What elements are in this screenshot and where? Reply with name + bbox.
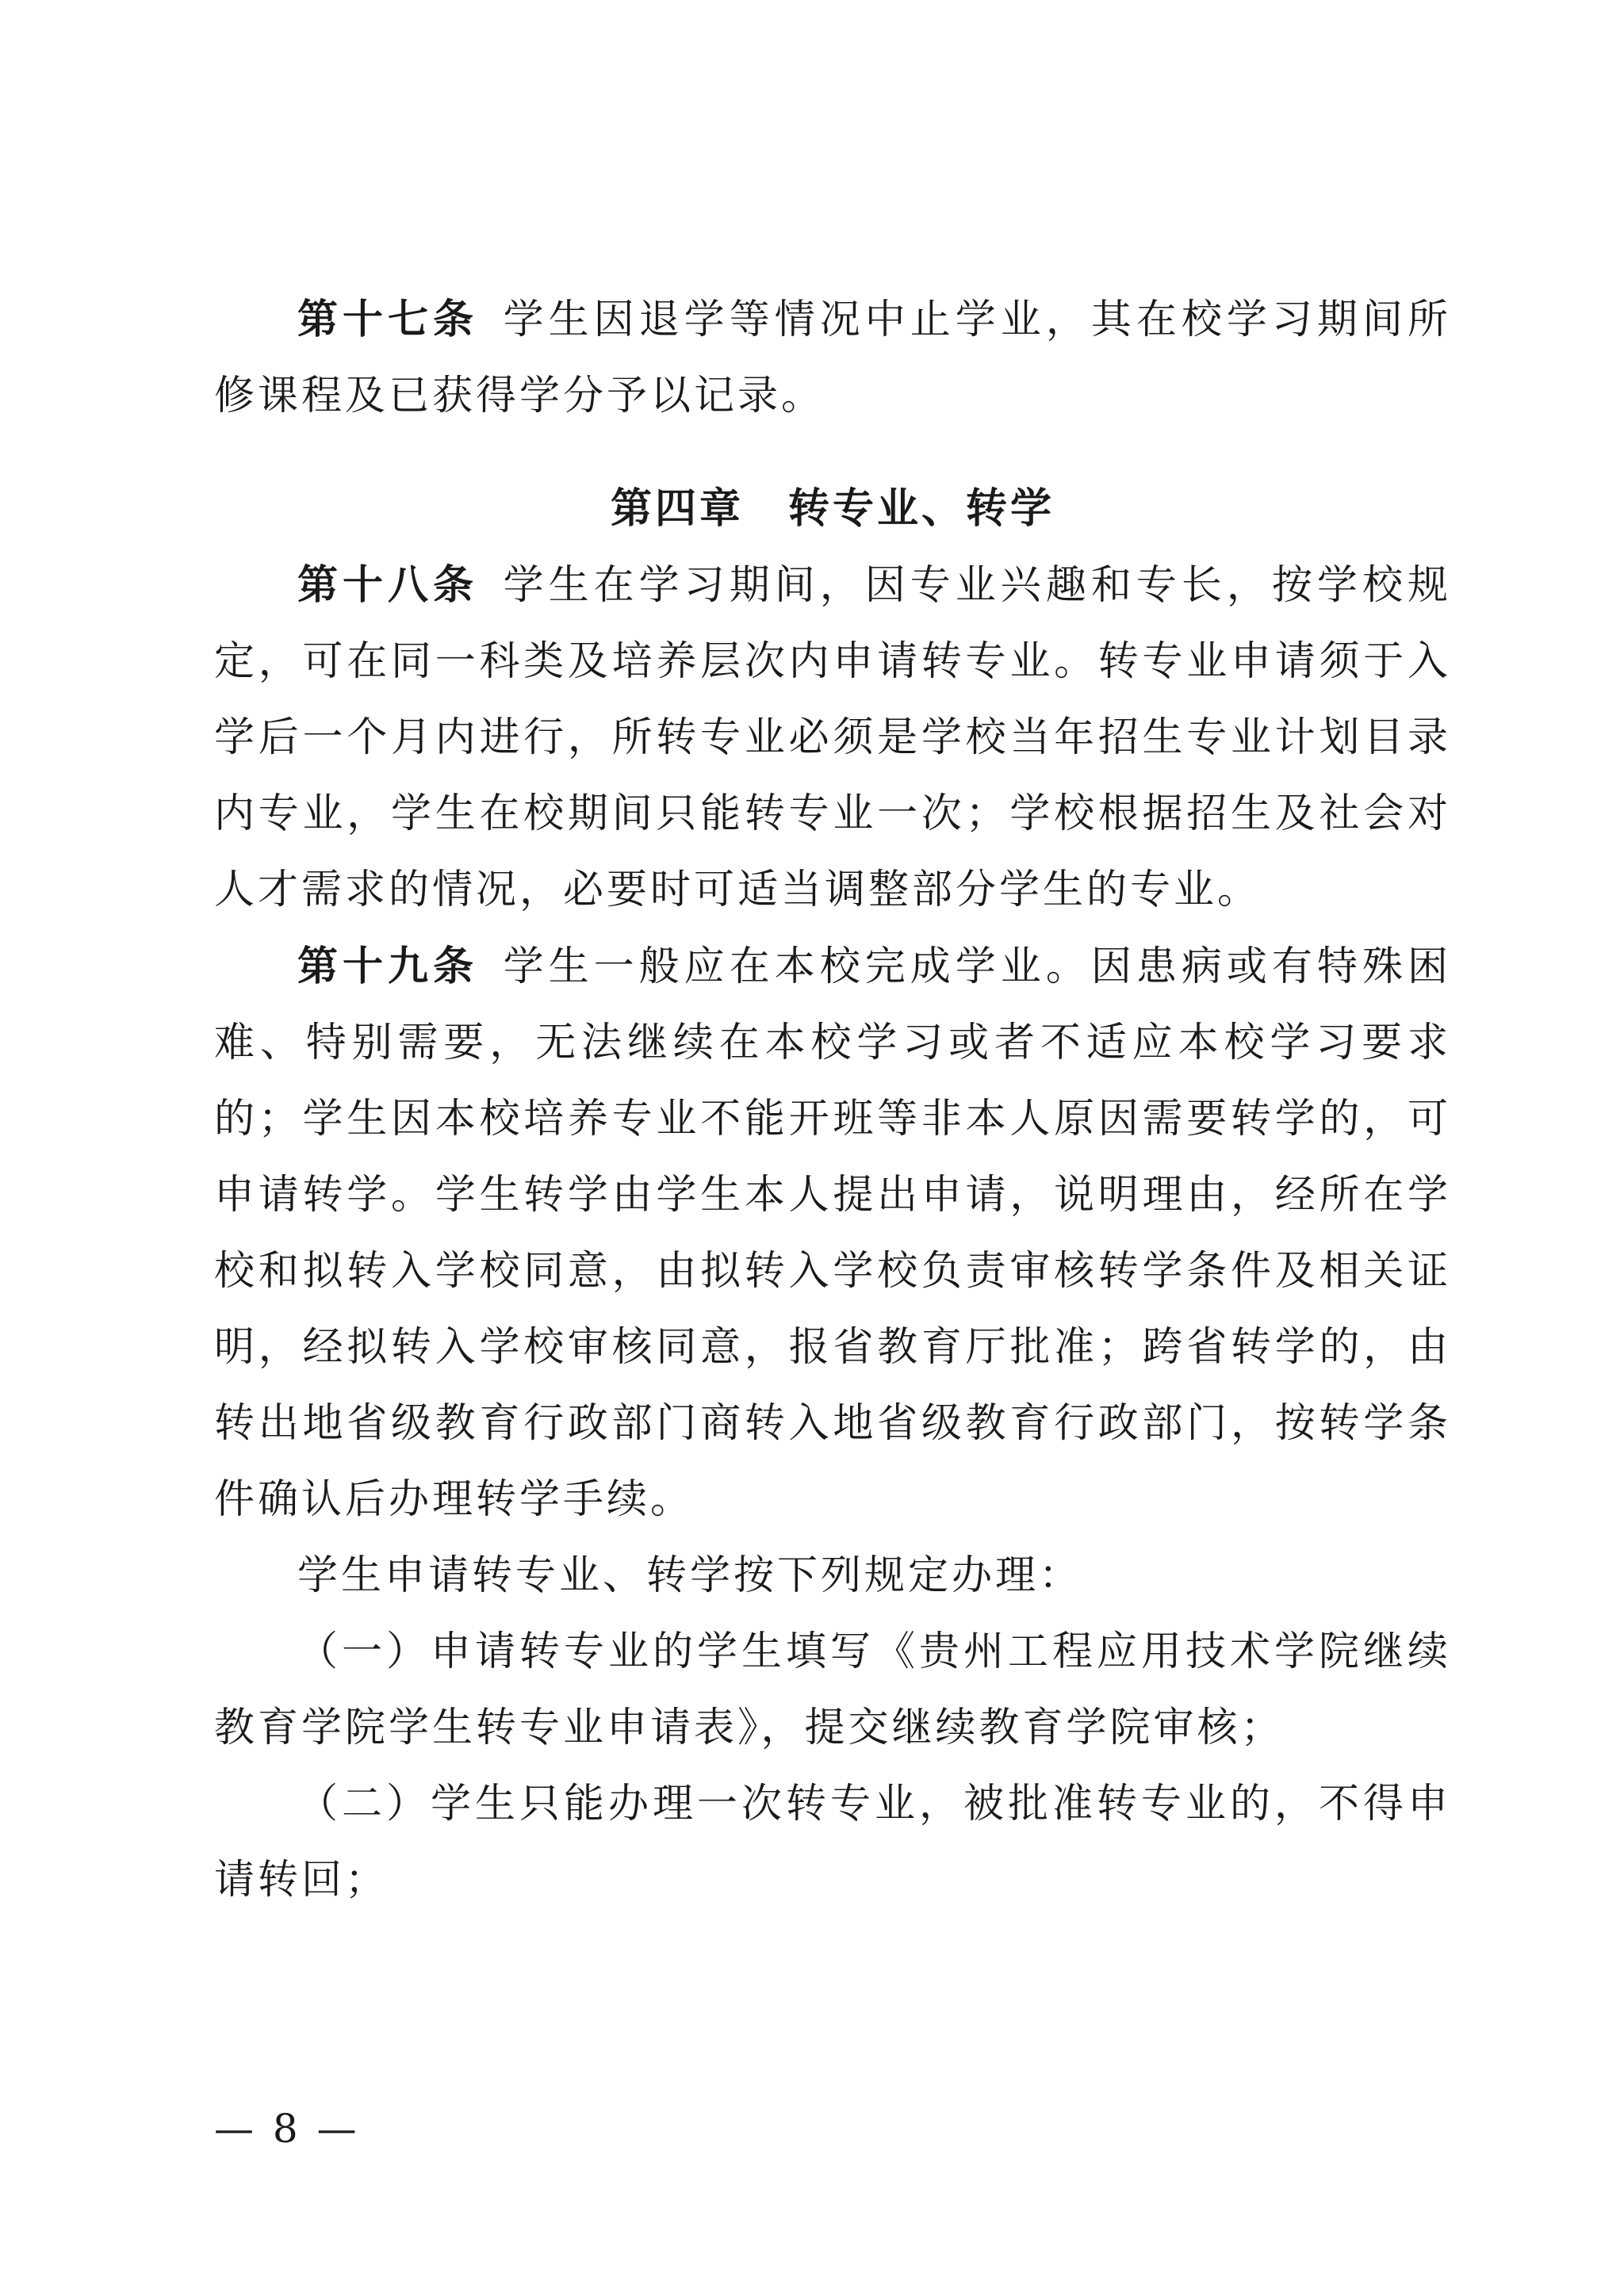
article-19-text: 学生一般应在本校完成学业。因患病或有特殊困难、特别需要，无法继续在本校学习或者不适应本校学习要求的；学生因本校培养专业不能开班等非本人原因需要转学的，可申请转学。学生转学由学生本人提出申请，说明理由，经所在学校和拟转入学校同意，由拟转入学校负责审核转学条件及相关证明，经拟转入学校审核同意，报省教育厅批准；跨省转学的，由转出地省级教育行政部门商转入地省级教育行政部门，按转学条件确认后办理转学手续。 [214,943,1451,1523]
chapter-4-heading: 第四章 转专业、转学 [610,485,1055,533]
article-17-paragraph [214,281,1451,434]
rules-item-1: （一）申请转专业的学生填写《贵州工程应用技术学院继续教育学院学生转专业申请表》，提交继续教育学院审核； [214,1628,1451,1751]
rules-item-2: （二）学生只能办理一次转专业，被批准转专业的，不得申请转回； [214,1781,1451,1904]
article-19-label: 第十九条 [297,943,479,990]
article-19-paragraph [214,928,1451,1538]
article-18-paragraph [214,547,1451,928]
article-18-text: 学生在学习期间，因专业兴趣和专长，按学校规定，可在同一科类及培养层次内申请转专业。转专业申请须于入学后一个月内进行，所转专业必须是学校当年招生专业计划目录内专业，学生在校期间只能转专业一次；学校根据招生及社会对人才需求的情况，必要时可适当调整部分学生的专业。 [214,562,1451,913]
rules-intro: 学生申请转专业、转学按下列规定办理： [297,1552,1083,1599]
article-17-label: 第十七条 [297,296,479,343]
page-number: — 8 — [214,2106,360,2152]
page-content [214,281,1451,1919]
article-18-label: 第十八条 [297,561,479,609]
article-17-text: 学生因退学等情况中止学业，其在校学习期间所修课程及已获得学分予以记录。 [214,297,1451,419]
